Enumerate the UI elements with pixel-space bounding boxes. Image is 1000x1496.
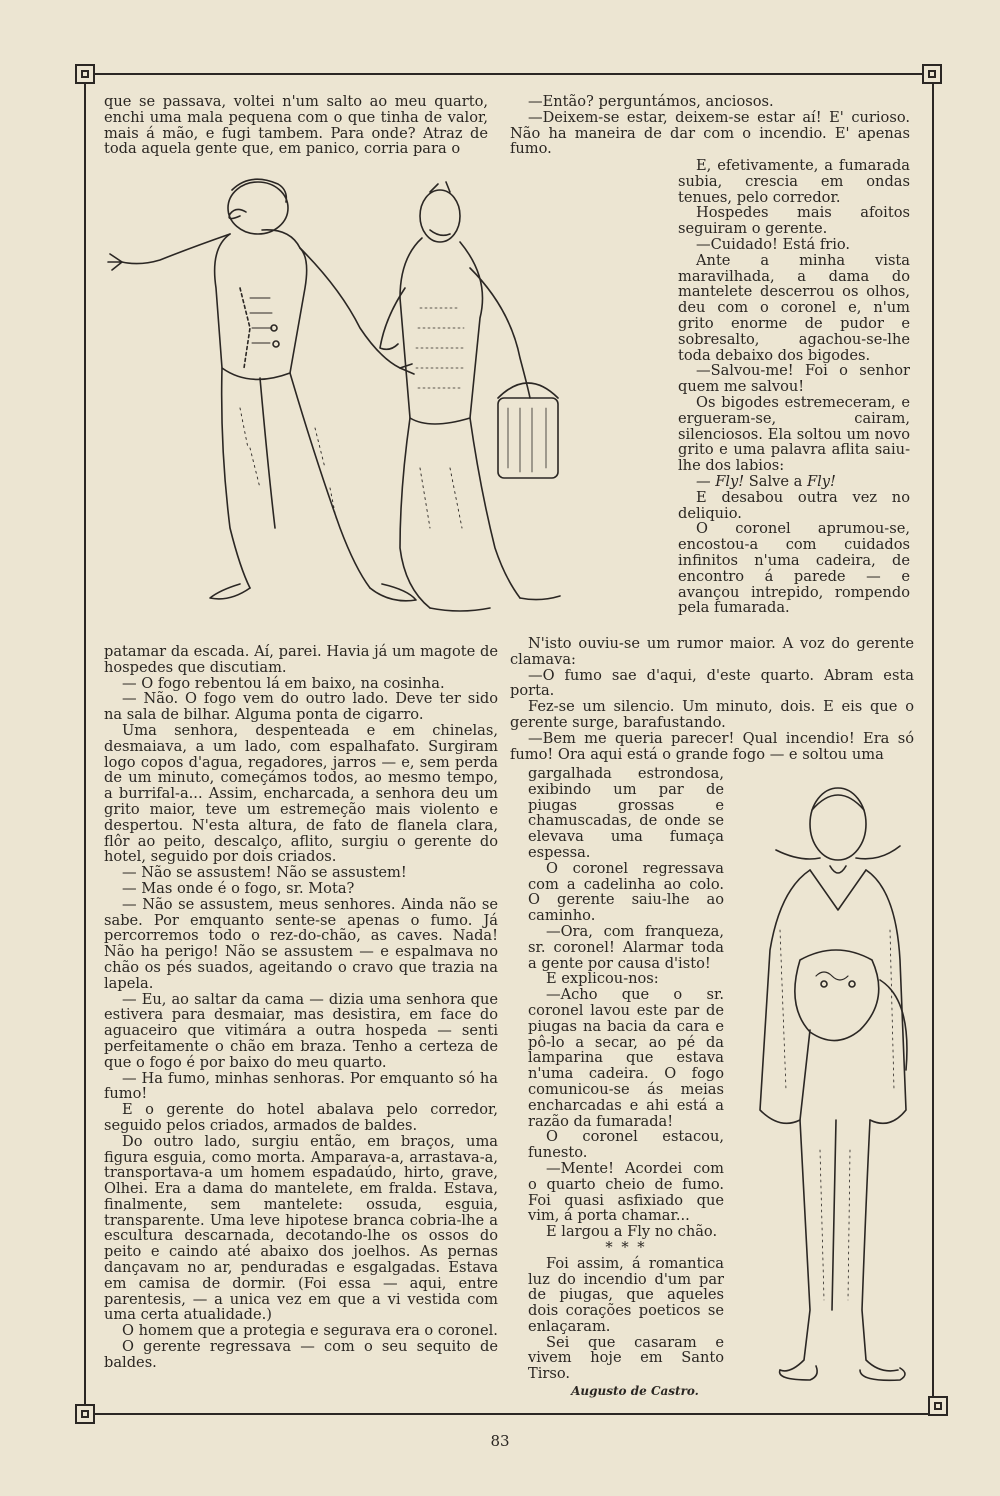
corner-ornament-bottom-right bbox=[928, 1396, 948, 1416]
paragraph: —Então? perguntámos, anciosos. bbox=[528, 93, 774, 110]
paragraph: —Cuidado! Está frio. bbox=[696, 235, 851, 253]
paragraph: —O fumo sae d'aqui, d'este quarto. Abram esta porta. bbox=[510, 666, 914, 700]
frame-bottom-rule bbox=[94, 1413, 932, 1415]
fly-cry-c: Fly! bbox=[807, 472, 836, 490]
paragraph: E explicou-nos: bbox=[546, 970, 659, 988]
paragraph: — Não se assustem, meus senhores. Ainda não se sabe. Por emquanto sente-se apenas o fumo. Já percorremos todo o rez-do-chão, as caves. Nada! Não ha perigo! Não se assustem — e espalmava no chão os pés suados, ageitando o cravo que trazia na lapela. bbox=[104, 895, 498, 992]
paragraph: E desabou outra vez no deliquio. bbox=[678, 488, 910, 522]
paragraph: N'isto ouviu-se um rumor maior. A voz do gerente clamava: bbox=[510, 635, 914, 668]
page-number: 83 bbox=[490, 1432, 510, 1450]
paragraph: O gerente regressava — com o seu sequito de baldes. bbox=[104, 1338, 498, 1371]
fly-cry-b: Salve a bbox=[744, 472, 808, 490]
paragraph: O coronel estacou, funesto. bbox=[528, 1128, 724, 1162]
paragraph: — Não. O fogo vem do outro lado. Deve ter sido na sala de bilhar. Alguma ponta de cigarro. bbox=[104, 690, 498, 724]
paragraph: O coronel aprumou-se, encostou-a com cuidados infinitos n'uma cadeira, de encontro á parede — e avançou intrepido, rompendo pela fumarada. bbox=[678, 520, 910, 617]
paragraph: —Salvou-me! Foi o senhor quem me salvou! bbox=[678, 362, 910, 396]
frame-top-rule bbox=[94, 73, 926, 75]
corner-ornament-bottom-left bbox=[75, 1404, 95, 1424]
fly-cry-a: — Fly! bbox=[696, 472, 745, 490]
paragraph: — O fogo rebentou lá em baixo, na cosinha. bbox=[122, 674, 445, 692]
fly-cry bbox=[678, 474, 910, 490]
paragraph: —Mente! Acordei com o quarto cheio de fumo. Foi quasi asfixiado que vim, á porta chamar... bbox=[528, 1159, 724, 1225]
paragraph: que se passava, voltei n'um salto ao meu quarto, enchi uma mala pequena com o que tinha de valor, mais á mão, e fugi tambem. Para onde? Atraz de toda aquela gente que, em panico, corria para o bbox=[104, 93, 488, 158]
paragraph: Foi assim, á romantica luz do incendio d'um par de piugas, que aqueles dois corações poeticos se enlaçaram. bbox=[528, 1254, 724, 1335]
illustration-manager-and-servant bbox=[100, 168, 640, 638]
signature-block bbox=[528, 1384, 724, 1400]
paragraph: —Bem me queria parecer! Qual incendio! Era só fumo! Ora aqui está o grande fogo — e soltou uma bbox=[510, 729, 914, 763]
servant-figure bbox=[380, 182, 560, 611]
paragraph: E o gerente do hotel abalava pelo corredor, seguido pelos criados, armados de baldes. bbox=[104, 1101, 498, 1134]
right-column-narrow-text bbox=[678, 158, 910, 616]
paragraph: E largou a Fly no chão. bbox=[546, 1223, 718, 1241]
paragraph: gargalhada estrondosa, exibindo um par de piugas grossas e chamuscadas, de onde se elevava uma fumaça espessa. bbox=[528, 765, 724, 861]
manager-figure bbox=[108, 179, 416, 601]
left-column-top-text bbox=[104, 94, 488, 157]
paragraph: Ante a minha vista maravilhada, a dama do mantelete descerrou os olhos, deu com o coronel e, n'um grito enorme de pudor e sobresalto, agachou-se-lhe toda debaixo dos bigodes. bbox=[678, 251, 910, 364]
frame-right-rule bbox=[932, 84, 934, 1404]
paragraph: Uma senhora, despenteada e em chinelas, desmaiava, a um lado, com espalhafato. Surgiram logo copos d'agua, regadores, jarros — e, sem perda de um minuto, começámos todos, ao mesmo tempo, a burrifal-a... Assim, encharcada, a senhora deu um grito maior, teve um estremeção mais violento e despertou. N'esta altura, de fato de flanela clara, flôr ao peito, descalço, aflito, surgiu o gerente do hotel, seguido por dois criados. bbox=[104, 721, 498, 866]
corner-ornament-top-left bbox=[75, 64, 95, 84]
asterism: * * * bbox=[605, 1238, 647, 1256]
right-column-top-text bbox=[510, 94, 910, 157]
paragraph: E, efetivamente, a fumarada subia, crescia em ondas tenues, pelo corredor. bbox=[678, 157, 910, 206]
illustration-colonel-with-dog bbox=[740, 770, 920, 1400]
left-column-bottom-text bbox=[104, 644, 498, 1371]
paragraph: — Mas onde é o fogo, sr. Mota? bbox=[122, 879, 355, 897]
right-column-bottom-narrow-text bbox=[528, 766, 724, 1382]
paragraph: — Eu, ao saltar da cama — dizia uma senhora que estivera para desmaiar, mas desistira, em face do aguaceiro que vitimára a outra hospeda — senti perfeitamente o chão em braza. Tenho a certeza de que o fogo é por baixo do meu quarto. bbox=[104, 990, 498, 1071]
frame-left-rule bbox=[84, 84, 86, 1404]
paragraph: Os bigodes estremeceram, e ergueram-se, cairam, silenciosos. Ela soltou um novo grito e uma palavra aflita saiu-lhe dos labios: bbox=[678, 393, 910, 475]
paragraph: — Ha fumo, minhas senhoras. Por emquanto só ha fumo! bbox=[104, 1069, 498, 1103]
right-column-middle-text bbox=[510, 636, 914, 762]
paragraph: patamar da escada. Aí, parei. Havia já um magote de hospedes que discutiam. bbox=[104, 643, 498, 676]
paragraph: —Acho que o sr. coronel lavou este par de piugas na bacia da cara e pô-lo a secar, ao pé da lamparina que estava n'uma cadeira. O fogo comunicou-se ás meias encharcadas e ahi está a razão da fumarada! bbox=[528, 986, 724, 1130]
paragraph: —Ora, com franqueza, sr. coronel! Alarmar toda a gente por causa d'isto! bbox=[528, 922, 724, 972]
paragraph: —Deixem-se estar, deixem-se estar aí! E' curioso. Não ha maneira de dar com o incendio. E' apenas fumo. bbox=[510, 108, 910, 158]
paragraph: Hospedes mais afoitos seguiram o gerente. bbox=[678, 204, 910, 238]
corner-ornament-top-right bbox=[922, 64, 942, 84]
paragraph: O coronel regressava com a cadelinha ao colo. O gerente saiu-lhe ao caminho. bbox=[528, 859, 724, 925]
paragraph: — Não se assustem! Não se assustem! bbox=[122, 864, 407, 882]
paragraph: Fez-se um silencio. Um minuto, dois. E eis que o gerente surge, barafustando. bbox=[510, 698, 914, 731]
author-signature: Augusto de Castro. bbox=[571, 1384, 699, 1398]
paragraph: O homem que a protegia e segurava era o coronel. bbox=[122, 1322, 498, 1340]
paragraph: Sei que casaram e vivem hoje em Santo Tirso. bbox=[528, 1333, 724, 1383]
paragraph: Do outro lado, surgiu então, em braços, uma figura esguia, como morta. Amparava-a, arrastava-a, transportava-a um homem espadaúdo, hirto, grave, Olhei. Era a dama do mantelete, em fralda. Estava, finalmente, sem mantelete: ossuda, esguia, transparente. Uma leve hipotese branca cobria-lhe a escultura descarnada, decotando-lhe os ossos do peito e caindo até abaixo dos joelhos. As pernas dançavam no ar, penduradas e esgalgadas. Estava em camisa de dormir. (Foi essa — aqui, entre parentesis, — a unica vez em que a vi vestida com uma certa atualidade.) bbox=[104, 1132, 498, 1324]
